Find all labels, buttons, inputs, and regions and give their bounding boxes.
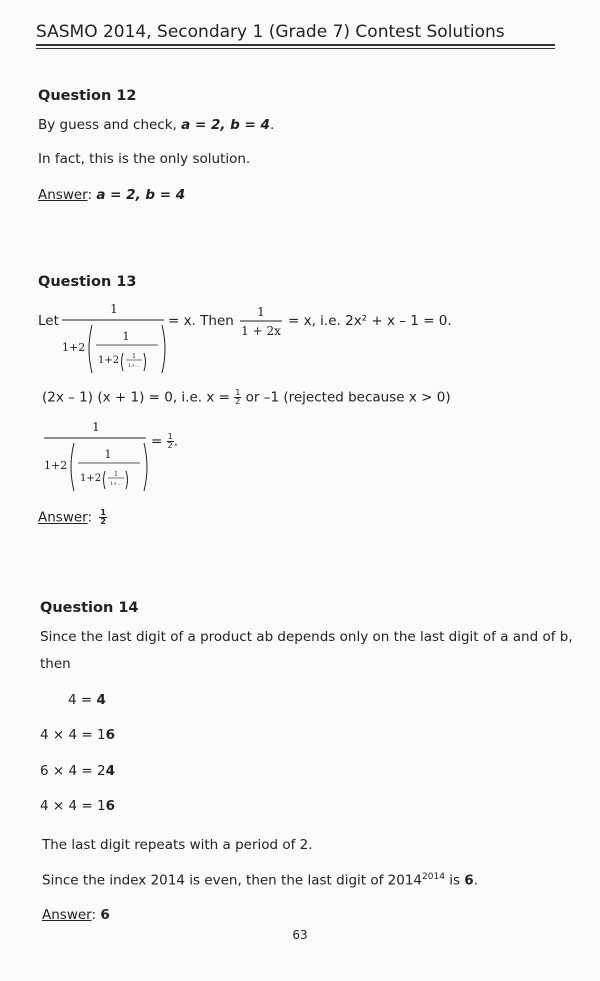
q13-answer: Answer: $\frac{1}{2}$ <box>38 508 106 526</box>
q13-heading: Question 13 <box>38 274 137 290</box>
q14-row-2: 4 × 4 = 16 <box>40 727 115 743</box>
q14-answer: Answer: 6 <box>42 907 110 923</box>
svg-text:1: 1 <box>122 330 130 343</box>
page-header-title: SASMO 2014, Secondary 1 (Grade 7) Contest Solutions <box>36 22 505 42</box>
q13-quadratic: = x, i.e. 2x² + x – 1 = 0. <box>288 313 452 329</box>
svg-text:1+…: 1+… <box>109 481 123 487</box>
continued-fraction-1 <box>60 300 168 378</box>
q14-period: The last digit repeats with a period of 2. <box>42 837 313 853</box>
q13-let: Let <box>38 313 59 329</box>
svg-text:1+2: 1+2 <box>80 473 102 484</box>
fraction-1-over-1-plus-2x <box>238 303 284 339</box>
svg-text:1: 1 <box>110 302 118 316</box>
header-rule-thin <box>36 48 555 49</box>
q12-heading: Question 12 <box>38 88 137 104</box>
q12-line2: In fact, this is the only solution. <box>38 151 251 167</box>
svg-text:1: 1 <box>104 448 112 461</box>
q14-intro-line2: then <box>40 656 71 672</box>
q14-row-4: 4 × 4 = 16 <box>40 798 115 814</box>
continued-fraction-2 <box>42 418 150 496</box>
svg-text:1: 1 <box>132 353 136 360</box>
q12-answer: Answer: a = 2, b = 4 <box>38 187 186 203</box>
header-rule <box>36 44 555 46</box>
q13-eq-x: = x. Then <box>168 313 234 329</box>
q13-factor-line: (2x – 1) (x + 1) = 0, i.e. x = $\frac{1}{2}$ or –1 (rejected because x > 0) <box>42 388 451 406</box>
page-number: 63 <box>292 928 308 942</box>
q14-row-3: 6 × 4 = 24 <box>40 763 115 779</box>
svg-text:1+2: 1+2 <box>44 459 68 472</box>
svg-text:1+2: 1+2 <box>62 341 86 354</box>
q13-result: = $\frac{1}{2}$ . <box>151 432 178 450</box>
q14-row-1: 4 = 4 <box>68 692 106 708</box>
q14-since: Since the index 2014 is even, then the last digit of $2014^{2014}$ is 6. <box>42 872 478 889</box>
svg-text:1: 1 <box>114 471 118 478</box>
svg-text:1: 1 <box>92 420 100 434</box>
svg-text:1 + 2x: 1 + 2x <box>241 324 281 338</box>
q14-intro-line1: Since the last digit of a product ab depends only on the last digit of a and of b, <box>40 629 573 645</box>
q14-heading: Question 14 <box>40 600 139 616</box>
svg-text:1+…: 1+… <box>127 363 141 369</box>
svg-text:1+2: 1+2 <box>98 355 120 366</box>
q12-line1: By guess and check, a = 2, b = 4. <box>38 117 275 133</box>
svg-text:1: 1 <box>257 305 265 319</box>
